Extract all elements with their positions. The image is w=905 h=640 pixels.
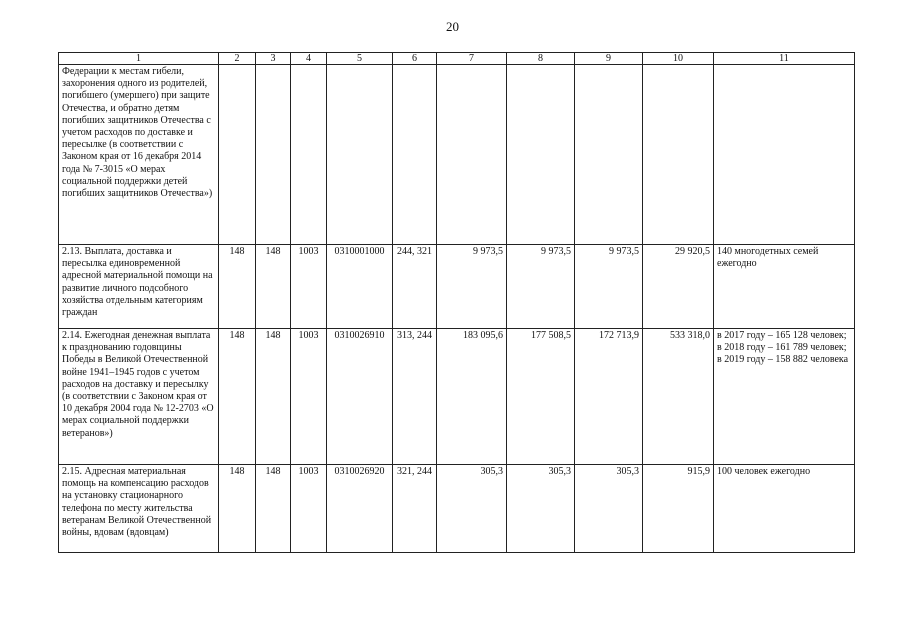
cell-col2: 148 [219,329,256,465]
cell-col4: 1003 [291,329,327,465]
page-number: 20 [446,19,459,34]
cell-col8: 177 508,5 [507,329,575,465]
column-header: 2 [219,53,256,65]
cell-col8: 305,3 [507,465,575,553]
row-description: Федерации к местам гибели, захоронения одного из родителей, погибшего (умершего) при защите Отечества, и обратно детям погибших защитников Отечества с учетом расходов по доставке и пересылке (в соответствии с Законом края от 16 декабря 2014 года № 7-3015 «О мерах социальной поддержки детей погибших защитников Отечества») [59,65,219,245]
cell-col10: 915,9 [643,465,714,553]
cell-col5: 0310001000 [327,245,393,329]
table-row [59,65,855,245]
column-header: 4 [291,53,327,65]
column-header: 8 [507,53,575,65]
cell-col5 [327,65,393,245]
cell-col3 [256,65,291,245]
cell-col7: 305,3 [437,465,507,553]
row-description: 2.15. Адресная материальная помощь на компенсацию расходов на установку стационарного телефона по месту жительства ветеранам Великой Отечественной войны, вдовам (вдовцам) [59,465,219,553]
cell-col4: 1003 [291,465,327,553]
cell-col3: 148 [256,465,291,553]
cell-col2: 148 [219,245,256,329]
row-description: 2.14. Ежегодная денежная выплата к празднованию годовщины Победы в Великой Отечественной войне 1941–1945 годов с учетом расходов на доставку и пересылку (в соответствии с Законом края от 10 декабря 2004 года № 12-2703 «О мерах социальной поддержки ветеранов») [59,329,219,465]
cell-col5: 0310026910 [327,329,393,465]
column-header: 1 [59,53,219,65]
column-header: 7 [437,53,507,65]
cell-col11: 140 многодетных семей ежегодно [714,245,855,329]
cell-col6: 321, 244 [393,465,437,553]
cell-col4: 1003 [291,245,327,329]
cell-col7: 9 973,5 [437,245,507,329]
cell-col8 [507,65,575,245]
cell-col2 [219,65,256,245]
table-row [59,329,855,465]
table-row [59,245,855,329]
column-header: 5 [327,53,393,65]
cell-col7: 183 095,6 [437,329,507,465]
column-header: 3 [256,53,291,65]
table-row [59,465,855,553]
cell-col11: в 2017 году – 165 128 человек; в 2018 году – 161 789 человек; в 2019 году – 158 882 человека [714,329,855,465]
cell-col9 [575,65,643,245]
cell-col5: 0310026920 [327,465,393,553]
cell-col10: 29 920,5 [643,245,714,329]
cell-col9: 172 713,9 [575,329,643,465]
cell-col6: 313, 244 [393,329,437,465]
cell-col11 [714,65,855,245]
budget-table [58,52,855,553]
cell-col3: 148 [256,329,291,465]
column-header: 11 [714,53,855,65]
header-row [59,53,855,65]
cell-col11: 100 человек ежегодно [714,465,855,553]
cell-col7 [437,65,507,245]
cell-col8: 9 973,5 [507,245,575,329]
cell-col9: 9 973,5 [575,245,643,329]
column-header: 10 [643,53,714,65]
column-header: 9 [575,53,643,65]
row-description: 2.13. Выплата, доставка и пересылка единовременной адресной материальной помощи на развитие личного подсобного хозяйства отдельным категориям граждан [59,245,219,329]
column-header: 6 [393,53,437,65]
cell-col4 [291,65,327,245]
cell-col6 [393,65,437,245]
cell-col3: 148 [256,245,291,329]
cell-col10 [643,65,714,245]
cell-col2: 148 [219,465,256,553]
cell-col6: 244, 321 [393,245,437,329]
cell-col9: 305,3 [575,465,643,553]
cell-col10: 533 318,0 [643,329,714,465]
